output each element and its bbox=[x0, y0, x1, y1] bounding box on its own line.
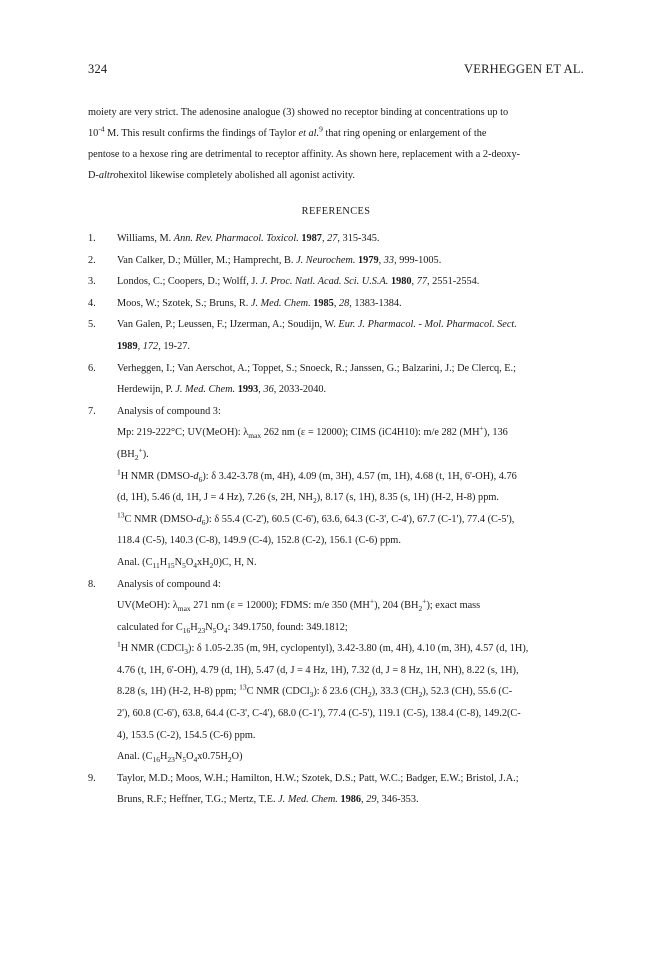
reference-number: 3. bbox=[88, 276, 96, 288]
intro-paragraph bbox=[88, 102, 584, 186]
reference-item: 3. Londos, C.; Coopers, D.; Wolff, J. J. Proc. Natl. Acad. Sci. U.S.A. 1980, 77, 2551-2554. bbox=[88, 271, 584, 293]
reference-item: 8. Analysis of compound 4: UV(MeOH): $\lambda_{max}$ 271 nm (ε = 12000); FDMS: m/e 350 (MH+), 204 $(BH_2^+)$; exact mass calculated for $C_{16}H_{23}N_5O_4$: 349.1750, found: 349.1812; $^1$H NMR (CDCl$_3$): δ 1.05-2.35 (m, 9H, cyclopentyl), 3.42-3.80 (m, 4H), 4.10 (m, 3H), 4.57 (d, 1H), 4.76 (t, 1H, 6'-OH), 4.79 (d, 1H), 5.47 (d, J = 4 Hz, 1H), 7.32 (d, J = 8 Hz, 1H, NH), 8.22 (s, 1H), 8.28 (s, 1H) (H-2, H-8) ppm; $^{13}$C NMR (CDCl$_3$): δ 23.6 $(CH_2)$, 33.3 $(CH_2)$, 52.3 (CH), 55.6 (C- 2'), 60.8 (C-6'), 63.8, 64.4 (C-3', C-4'), 68.0 (C-1'), 77.4 (C-5'), 119.1 (C-5), 138.4 (C-8), 149.2(C- 4), 153.5 (C-2), 154.5 (C-6) ppm. Anal. $(C_{16}H_{23}N_5O_4x0.75H_2O)$ bbox=[88, 574, 584, 768]
reference-number: 9. bbox=[88, 772, 96, 784]
reference-number: 7. bbox=[88, 405, 96, 417]
reference-item: 6. Verheggen, I.; Van Aerschot, A.; Toppet, S.; Snoeck, R.; Janssen, G.; Balzarini, J.; De Clercq, E.; Herdewijn, P. J. Med. Chem. 1993, 36, 2033-2040. bbox=[88, 358, 584, 401]
references-list bbox=[88, 228, 584, 811]
references-heading: REFERENCES bbox=[301, 206, 371, 217]
intro-line: $10^{-4}$ M. This result confirms the findings of Taylor et al.$^9$ that ring opening or enlargement of the bbox=[88, 124, 487, 139]
page-number: 324 bbox=[88, 62, 108, 76]
intro-line: pentose to a hexose ring are detrimental to receptor affinity. As shown here, replacement with a 2-deoxy- bbox=[88, 149, 521, 160]
intro-line: moiety are very strict. The adenosine analogue (3) showed no receptor binding at concentrations up to bbox=[88, 107, 509, 118]
reference-item: 7. Analysis of compound 3: Mp: 219-222°C; UV(MeOH): $\lambda_{max}$ 262 nm (ε = 12000); CIMS (iC4H10): m/e 282 (MH+), 136 $(BH_2^+)$. $^1$H NMR $(DMSO-d_6)$: δ 3.42-3.78 (m, 4H), 4.09 (m, 3H), 4.57 (m, 1H), 4.68 (t, 1H, 6'-OH), 4.76 (d, 1H), 5.46 (d, 1H, J = 4 Hz), 7.26 (s, 2H, $NH_2$), 8.17 (s, 1H), 8.35 (s, 1H) (H-2, H-8) ppm. $^{13}$C NMR $(DMSO-d_6)$: δ 55.4 (C-2'), 60.5 (C-6'), 63.6, 64.3 (C-3', C-4'), 67.7 (C-1'), 77.4 (C-5'), 118.4 (C-5), 140.3 (C-8), 149.9 (C-4), 152.8 (C-2), 156.1 (C-6) ppm. Anal. $(C_{11}H_{15}N_5O_4xH_20)C$, H, N. bbox=[88, 401, 584, 574]
reference-number: 4. bbox=[88, 297, 96, 309]
reference-number: 6. bbox=[88, 362, 96, 374]
running-title: VERHEGGEN ET AL. bbox=[464, 62, 584, 76]
intro-line: D-altrohexitol likewise completely abolished all agonist activity. bbox=[88, 170, 355, 181]
reference-item: 5. Van Galen, P.; Leussen, F.; IJzerman, A.; Soudijn, W. Eur. J. Pharmacol. - Mol. Pharmacol. Sect. 1989, 172, 19-27. bbox=[88, 314, 584, 357]
reference-item: 1. Williams, M. Ann. Rev. Pharmacol. Toxicol. 1987, 27, 315-345. bbox=[88, 228, 584, 250]
page-header bbox=[88, 62, 584, 77]
reference-number: 1. bbox=[88, 233, 96, 244]
reference-item: 9. Taylor, M.D.; Moos, W.H.; Hamilton, H.W.; Szotek, D.S.; Patt, W.C.; Badger, E.W.; Bristol, J.A.; Bruns, R.F.; Heffner, T.G.; Mertz, T.E. J. Med. Chem. 1986, 29, 346-353. bbox=[88, 768, 584, 811]
reference-item: 2. Van Calker, D.; Müller, M.; Hamprecht, B. J. Neurochem. 1979, 33, 999-1005. bbox=[88, 250, 584, 272]
reference-number: 2. bbox=[88, 254, 96, 266]
reference-number: 8. bbox=[88, 578, 96, 590]
reference-item: 4. Moos, W.; Szotek, S.; Bruns, R. J. Med. Chem. 1985, 28, 1383-1384. bbox=[88, 293, 584, 315]
reference-number: 5. bbox=[88, 319, 96, 331]
